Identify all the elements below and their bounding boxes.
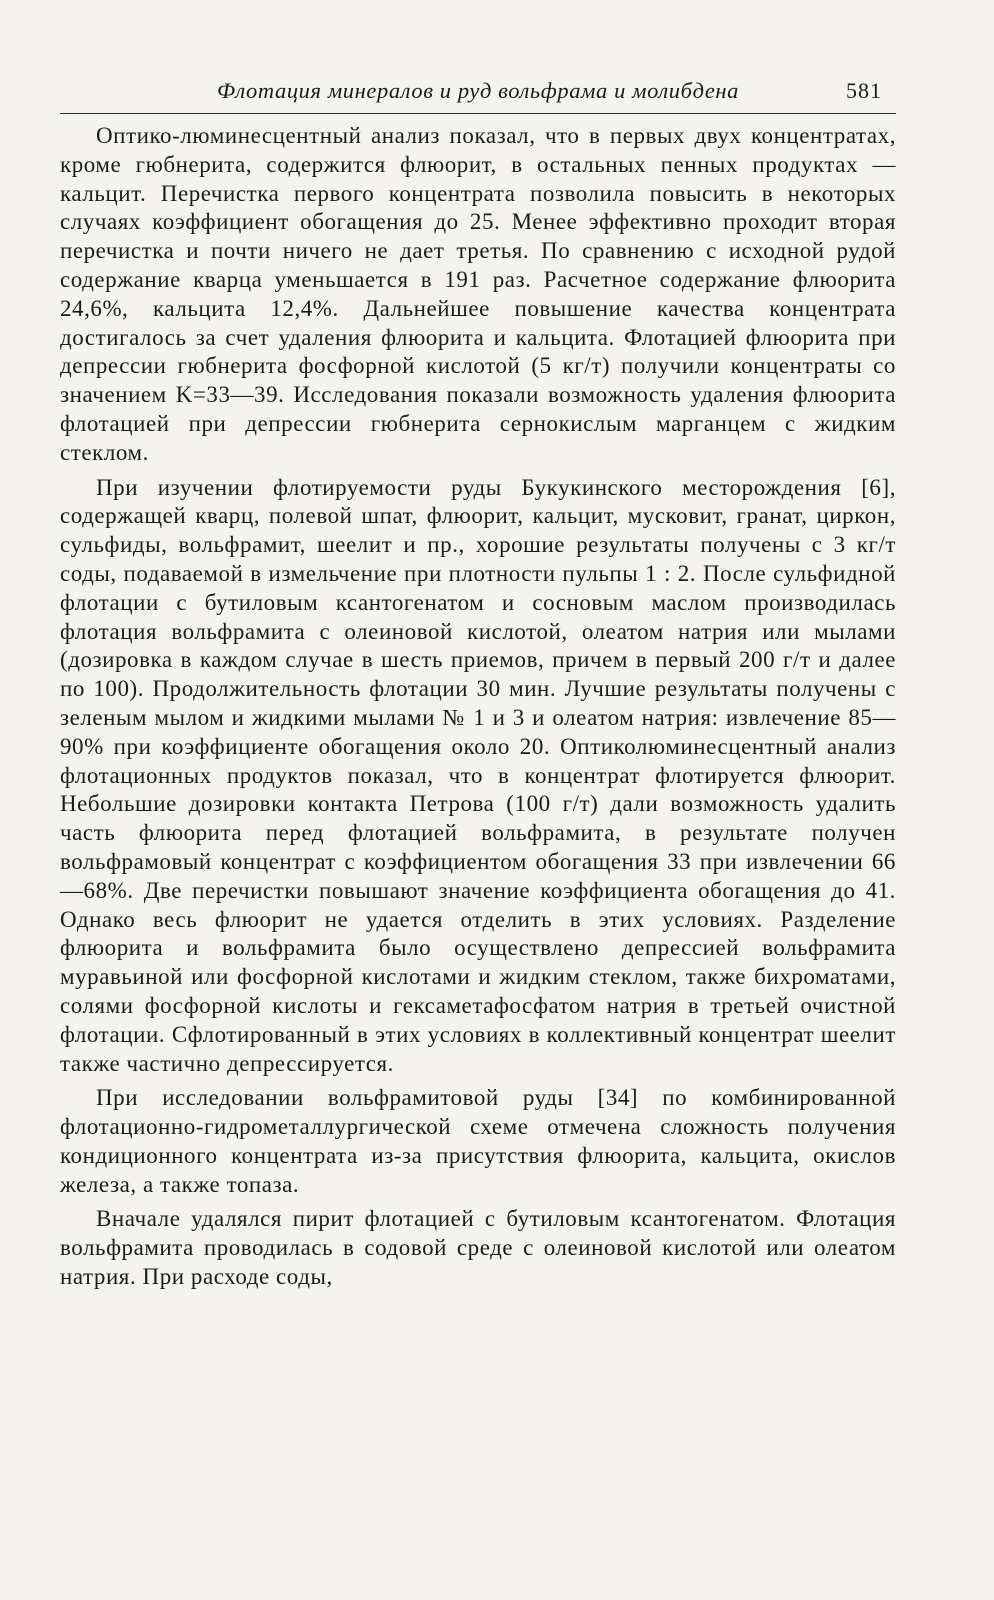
running-head [60, 78, 896, 114]
body-text [60, 122, 896, 1292]
paragraph: Оптико-люминесцентный анализ показал, что в первых двух концентратах, кроме гюбнерита, содержится флюорит, в остальных пенных продуктах — кальцит. Перечистка первого концентрата позволила повысить в некоторых случаях коэффициент обогащения до 25. Менее эффективно проходит вторая перечистка и почти ничего не дает третья. По сравнению с исходной рудой содержание кварца уменьшается в 191 раз. Расчетное содержание флюорита 24,6%, кальцита 12,4%. Дальнейшее повышение качества концентрата достигалось за счет удаления флюорита и кальцита. Флотацией флюорита при депрессии гюбнерита фосфорной кислотой (5 кг/т) получили концентраты со значением K=33—39. Исследования показали возможность удаления флюорита флотацией при депрессии гюбнерита сернокислым марганцем с жидким стеклом. [60, 123, 896, 465]
header-rule [60, 113, 896, 114]
paragraph: При изучении флотируемости руды Букукинского месторождения [6], содержащей кварц, полевой шпат, флюорит, кальцит, мусковит, гранат, циркон, сульфиды, вольфрамит, шеелит и пр., хорошие результаты получены с 3 кг/т соды, подаваемой в измельчение при плотности пульпы 1 : 2. После сульфидной флотации с бутиловым ксантогенатом и сосновым маслом производилась флотация вольфрамита с олеиновой кислотой, олеатом натрия или мылами (дозировка в каждом случае в шесть приемов, причем в первый 200 г/т и далее по 100). Продолжительность флотации 30 мин. Лучшие результаты получены с зеленым мылом и жидкими мылами № 1 и 3 и олеатом натрия: извлечение 85—90% при коэффициенте обогащения около 20. Оптиколюминесцентный анализ флотационных продуктов показал, что в концентрат флотируется флюорит. Небольшие дозировки контакта Петрова (100 г/т) дали возможность удалить часть флюорита перед флотацией вольфрамита, в результате получен вольфрамовый концентрат с коэффициентом обогащения 33 при извлечении 66—68%. Две перечистки повышают значение коэффициента обогащения до 41. Однако весь флюорит не удается отделить в этих условиях. Разделение флюорита и вольфрамита было осуществлено депрессией вольфрамита муравьиной или фосфорной кислотами и жидким стеклом, также бихроматами, солями фосфорной кислоты и гексаметафосфатом натрия в третьей очистной флотации. Сфлотированный в этих условиях в коллективный концентрат шеелит также частично депрессируется. [60, 474, 896, 1076]
book-page [60, 78, 896, 1292]
page-number: 581 [846, 78, 882, 103]
paragraph: При исследовании вольфрамитовой руды [34] по комбинированной флотационно-гидрометаллургической схеме отмечена сложность получения кондиционного концентрата из-за присутствия флюорита, кальцита, окислов железа, а также топаза. [60, 1085, 896, 1197]
paragraph: Вначале удалялся пирит флотацией с бутиловым ксантогенатом. Флотация вольфрамита проводилась в содовой среде с олеиновой кислотой или олеатом натрия. При расходе соды, [60, 1206, 896, 1290]
running-title: Флотация минералов и руд вольфрама и молибдена [216, 78, 740, 103]
